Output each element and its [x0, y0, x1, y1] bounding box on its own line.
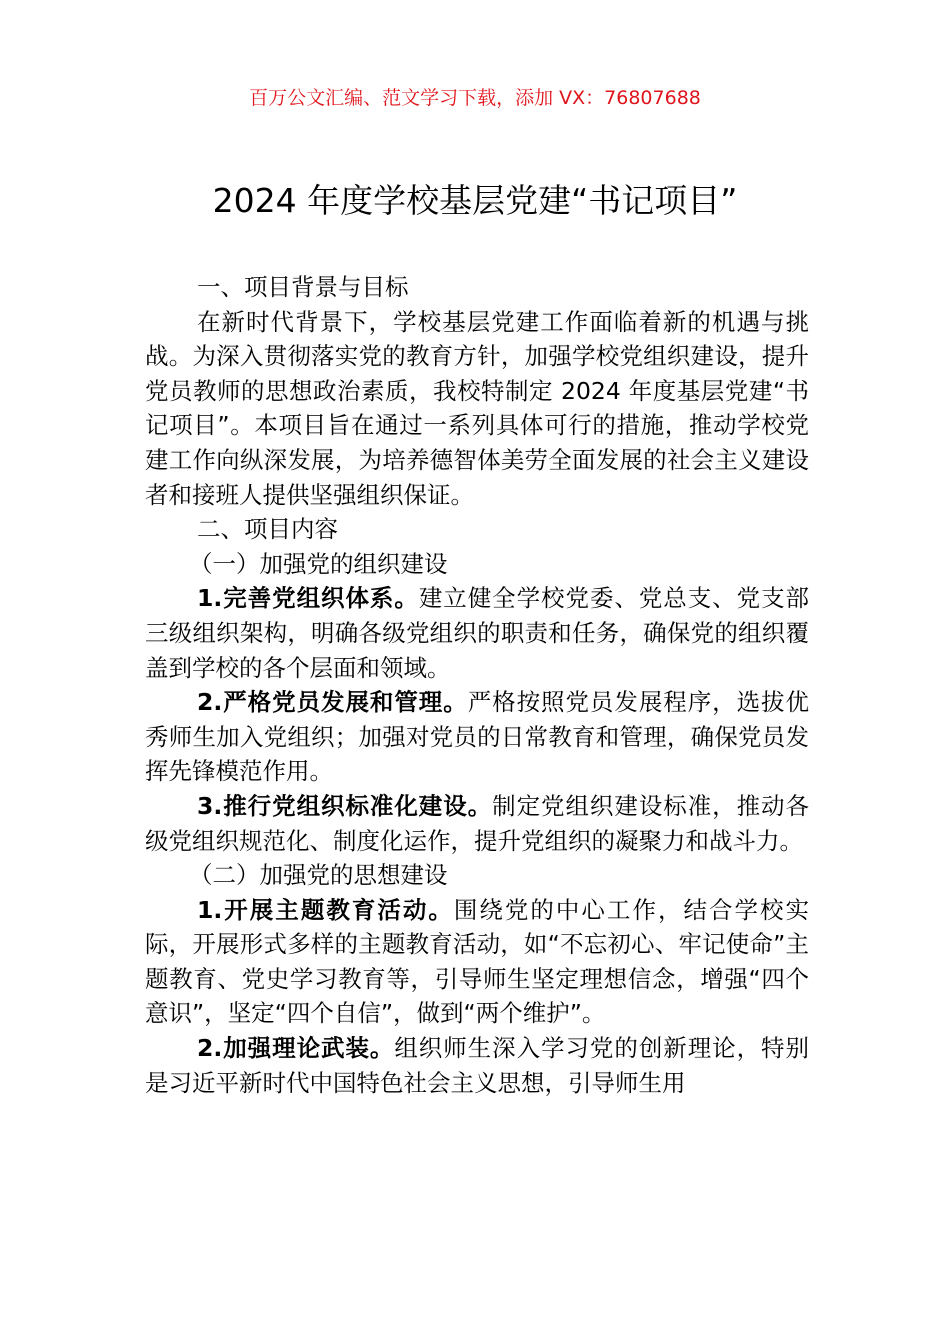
- item-text: 制定党组织建设标准，推动各级党组织规范化、制度化运作，提升党组织的凝聚力和战斗力。: [145, 791, 809, 855]
- list-item: [145, 581, 809, 685]
- section-heading: 一、项目背景与目标: [197, 273, 409, 301]
- subsection-heading: （一）加强党的组织建设: [189, 549, 448, 578]
- section-heading: 二、项目内容: [197, 515, 338, 544]
- watermark-banner: 百万公文汇编、范文学习下载，添加 VX：76807688: [249, 87, 701, 109]
- item-lead: 2.加强理论武装。: [197, 1034, 395, 1063]
- document-body: [145, 270, 809, 1100]
- document-title: 2024 年度学校基层党建“书记项目”: [212, 181, 738, 220]
- list-item: [145, 1031, 809, 1100]
- item-lead: 3.推行党组织标准化建设。: [197, 791, 493, 820]
- item-lead: 1.完善党组织体系。: [197, 584, 419, 613]
- item-lead: 2.严格党员发展和管理。: [197, 688, 468, 717]
- paragraph: 在新时代背景下，学校基层党建工作面临着新的机遇与挑战。为深入贯彻落实党的教育方针，加强学校党组织建设，提升党员教师的思想政治素质，我校特制定 2024 年度基层党建“书记项目”。本项目旨在通过一系列具体可行的措施，推动学校党建工作向纵深发展，为培养德智体美劳全面发展的社会主义建设者和接班人提供坚强组织保证。: [145, 307, 809, 509]
- item-text: 严格按照党员发展程序，选拔优秀师生加入党组织；加强对党员的日常教育和管理，确保党员发挥先锋模范作用。: [145, 688, 810, 786]
- subsection-heading: （二）加强党的思想建设: [189, 861, 448, 890]
- list-item: [145, 685, 809, 789]
- list-item: [145, 893, 809, 1031]
- item-text: 围绕党的中心工作，结合学校实际，开展形式多样的主题教育活动，如“不忘初心、牢记使命”主题教育、党史学习教育等，引导师生坚定理想信念，增强“四个意识”，坚定“四个自信”，做到“两个维护”。: [145, 895, 809, 1028]
- item-lead: 1.开展主题教育活动。: [197, 895, 454, 924]
- item-text: 建立健全学校党委、党总支、党支部三级组织架构，明确各级党组织的职责和任务，确保党的组织覆盖到学校的各个层面和领域。: [145, 584, 810, 682]
- list-item: [145, 789, 809, 858]
- item-text: 组织师生深入学习党的创新理论，特别是习近平新时代中国特色社会主义思想，引导师生用: [145, 1034, 810, 1097]
